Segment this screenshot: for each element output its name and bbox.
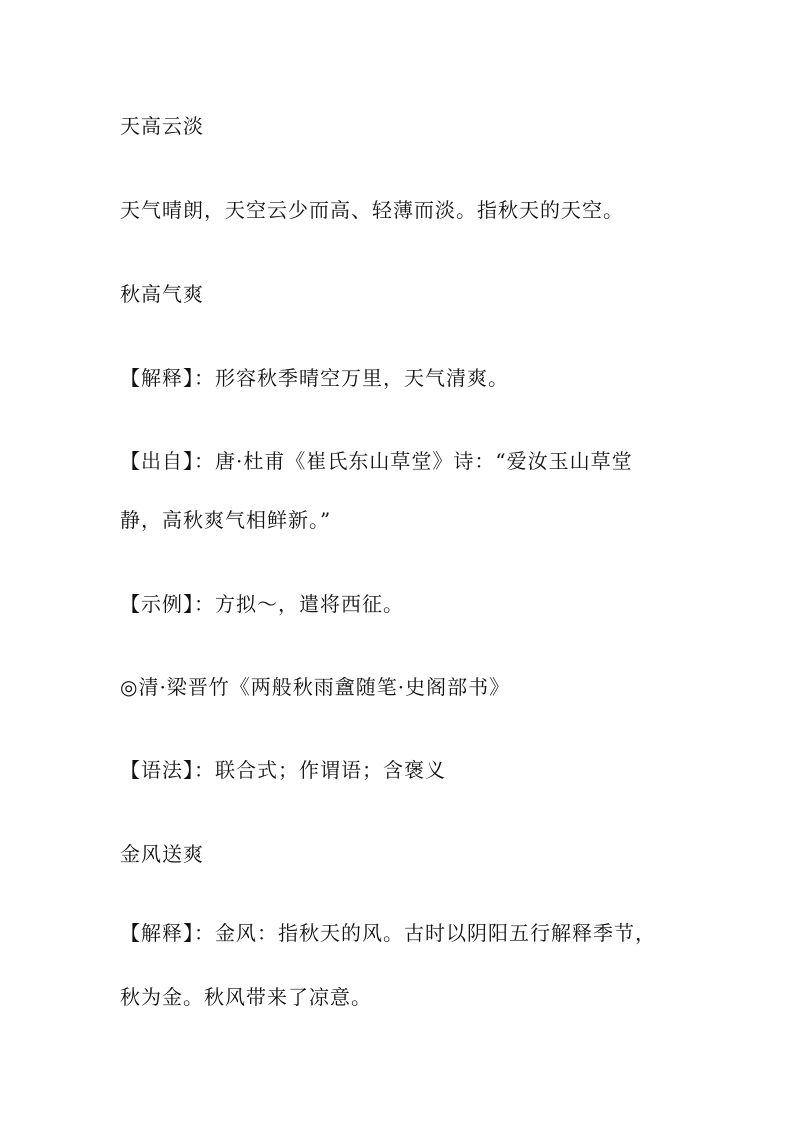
entry-definition-tiangao-yundan: 天气晴朗，天空云少而高、轻薄而淡。指秋天的天空。 <box>120 198 624 222</box>
entry-source-line-1: 【出自】：唐·杜甫《崔氏东山草堂》诗：“爱汝玉山草堂 <box>120 449 633 473</box>
entry-explanation-line-2: 秋为金。秋风带来了凉意。 <box>120 985 372 1009</box>
entry-grammar: 【语法】：联合式；作谓语；含褒义 <box>120 758 446 782</box>
entry-source-line-2: 静，高秋爽气相鲜新。” <box>120 508 332 532</box>
entry-example: 【示例】：方拟～，遣将西征。 <box>120 592 404 616</box>
entry-heading-tiangao-yundan: 天高云淡 <box>120 114 204 138</box>
entry-heading-qiugao-qishuang: 秋高气爽 <box>120 282 204 306</box>
entry-example-source: ◎清·梁晋竹《两般秋雨盦随笔·史阁部书》 <box>120 675 511 699</box>
entry-explanation-line-1: 【解释】：金风：指秋天的风。古时以阴阳五行解释季节， <box>120 921 656 945</box>
entry-explanation-qiugao-qishuang: 【解释】：形容秋季晴空万里，天气清爽。 <box>120 366 509 390</box>
entry-heading-jinfeng-songshuang: 金风送爽 <box>120 842 204 866</box>
